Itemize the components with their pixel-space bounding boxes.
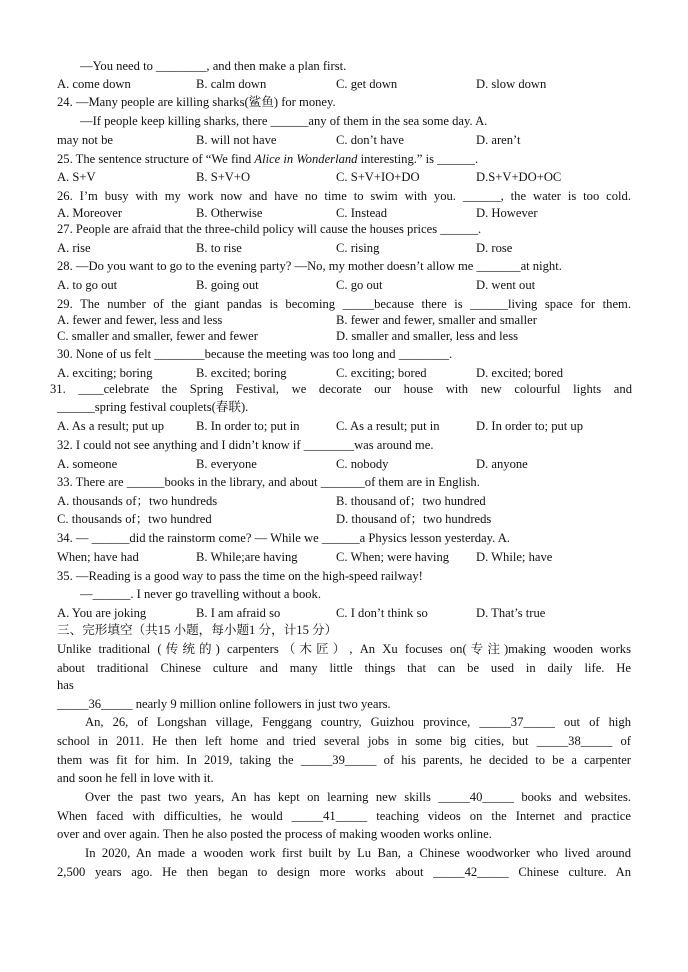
passage-line-4: _____36_____ nearly 9 million online followers in just two years. [57, 697, 391, 711]
q25-option-d: D.S+V+DO+OC [476, 170, 562, 184]
q32-option-b: B. everyone [196, 457, 257, 471]
q25-option-b: B. S+V+O [196, 170, 251, 184]
passage-line-7: them was fit for him. In 2019, taking the _____39_____ of his parents, he decided to be a carpenter [57, 753, 631, 767]
q31-option-a: A. As a result; put up [57, 419, 165, 433]
q29-option-b: B. fewer and fewer, smaller and smaller [336, 313, 537, 327]
q28-option-c: C. go out [336, 278, 383, 292]
section-heading: 三、完形填空（共15 小题，每小题1 分，计15 分） [57, 623, 338, 637]
passage-line-10: When faced with difficulties, he would _____41_____ teaching videos on the Internet and practice [57, 809, 631, 823]
q26-option-a: A. Moreover [57, 206, 123, 220]
q32-line: 32. I could not see anything and I didn’t know if ________was around me. [57, 438, 434, 452]
passage-line-13: 2,500 years ago. He then began to design more works about _____42_____ Chinese culture. An [57, 865, 631, 879]
q32-option-c: C. nobody [336, 457, 389, 471]
q29-option-d: D. smaller and smaller, less and less [336, 329, 519, 343]
q31-line1: 31. ____celebrate the Spring Festival, we decorate our house with new colourful lights and [50, 382, 632, 396]
q27-option-d: D. rose [476, 241, 513, 255]
passage-line-8: and soon he fell in love with it. [57, 771, 214, 785]
q25-option-c: C. S+V+IO+DO [336, 170, 420, 184]
q27-option-c: C. rising [336, 241, 380, 255]
q26-option-d: D. However [476, 206, 538, 220]
passage-line-12: In 2020, An made a wooden work first built by Lu Ban, a Chinese woodworker who lived around [85, 846, 631, 860]
passage-line-2: about traditional Chinese culture and many little things that can be used in daily life. He [57, 661, 631, 675]
q23-option-d: D. slow down [476, 77, 547, 91]
passage-line-3: has [57, 678, 74, 692]
q23-option-b: B. calm down [196, 77, 267, 91]
passage-line-1: Unlike traditional (传统的) carpenters（木匠）, An Xu focuses on(专注)making wooden works [57, 642, 631, 656]
q23-line: —You need to ________, and then make a plan first. [80, 59, 347, 73]
passage-line-11: over and over again. Then he also posted the process of making wooden works online. [57, 827, 492, 841]
q32-option-d: D. anyone [476, 457, 528, 471]
q24-option-a: may not be [57, 133, 113, 147]
q28-option-b: B. going out [196, 278, 259, 292]
q29-line: 29. The number of the giant pandas is becoming _____because there is ______living space for them. [57, 297, 631, 311]
q23-option-a: A. come down [57, 77, 131, 91]
q27-line: 27. People are afraid that the three-child policy will cause the houses prices ______. [57, 222, 482, 236]
q35-option-c: C. I don’t think so [336, 606, 428, 620]
q35-option-b: B. I am afraid so [196, 606, 281, 620]
q33-option-c: C. thousands of；two hundred [57, 512, 212, 526]
q27-option-a: A. rise [57, 241, 91, 255]
q30-option-c: C. exciting; bored [336, 366, 427, 380]
q31-option-b: B. In order to; put in [196, 419, 300, 433]
q28-line: 28. —Do you want to go to the evening party? —No, my mother doesn’t allow me _______at night. [57, 259, 562, 273]
q30-option-a: A. exciting; boring [57, 366, 153, 380]
q32-option-a: A. someone [57, 457, 118, 471]
q31-option-d: D. In order to; put up [476, 419, 584, 433]
q30-line: 30. None of us felt ________because the meeting was too long and ________. [57, 347, 453, 361]
q24-line2: —If people keep killing sharks, there ______any of them in the sea some day. A. [80, 114, 488, 128]
q34-option-c: C. When; were having [336, 550, 450, 564]
q24-line1: 24. —Many people are killing sharks(鲨鱼) for money. [57, 95, 336, 109]
q26-option-c: C. Instead [336, 206, 388, 220]
q26-line: 26. I’m busy with my work now and have no time to swim with you. ______, the water is too cold. [57, 189, 631, 203]
q24-option-d: D. aren’t [476, 133, 521, 147]
q26-option-b: B. Otherwise [196, 206, 263, 220]
q29-option-a: A. fewer and fewer, less and less [57, 313, 223, 327]
q25-line: 25. The sentence structure of “We find Alice in Wonderland interesting.” is ______. [57, 152, 479, 166]
q27-option-b: B. to rise [196, 241, 242, 255]
q30-option-d: D. excited; bored [476, 366, 564, 380]
passage-line-9: Over the past two years, An has kept on learning new skills _____40_____ books and websites. [85, 790, 631, 804]
q29-option-c: C. smaller and smaller, fewer and fewer [57, 329, 258, 343]
q35-option-d: D. That’s true [476, 606, 546, 620]
q33-line: 33. There are ______books in the library, and about _______of them are in English. [57, 475, 480, 489]
q34-option-d: D. While; have [476, 550, 553, 564]
q33-option-b: B. thousand of；two hundred [336, 494, 486, 508]
q24-option-b: B. will not have [196, 133, 277, 147]
q31-line2: ______spring festival couplets(春联). [57, 400, 249, 414]
q25-option-a: A. S+V [57, 170, 96, 184]
q30-option-b: B. excited; boring [196, 366, 287, 380]
q34-option-a: When; have had [57, 550, 139, 564]
q35-line1: 35. —Reading is a good way to pass the time on the high-speed railway! [57, 569, 423, 583]
passage-line-6: school in 2011. He then left home and tried several jobs in some big cities, but _____38_____ of [57, 734, 631, 748]
q33-option-a: A. thousands of；two hundreds [57, 494, 218, 508]
q23-option-c: C. get down [336, 77, 398, 91]
q35-line2: —______. I never go travelling without a book. [80, 587, 321, 601]
q24-option-c: C. don’t have [336, 133, 404, 147]
q33-option-d: D. thousand of；two hundreds [336, 512, 492, 526]
q28-option-d: D. went out [476, 278, 536, 292]
q31-option-c: C. As a result; put in [336, 419, 440, 433]
q34-option-b: B. While;are having [196, 550, 298, 564]
q34-line: 34. — ______did the rainstorm come? — While we ______a Physics lesson yesterday. A. [57, 531, 510, 545]
passage-line-5: An, 26, of Longshan village, Fenggang country, Guizhou province, _____37_____ out of high [85, 715, 631, 729]
q35-option-a: A. You are joking [57, 606, 147, 620]
q28-option-a: A. to go out [57, 278, 118, 292]
